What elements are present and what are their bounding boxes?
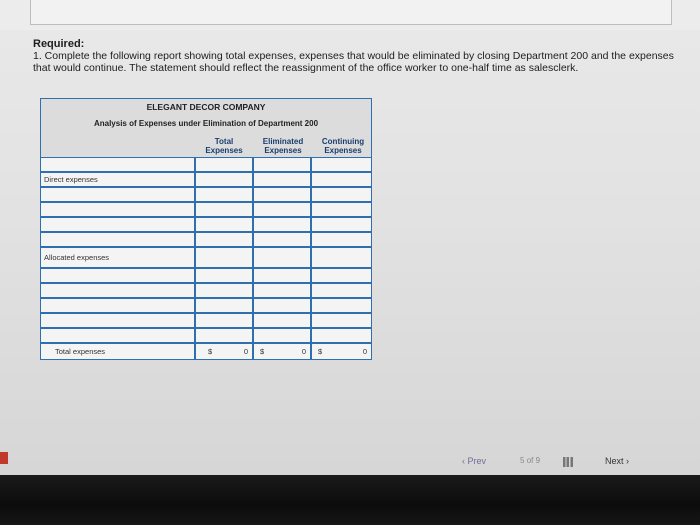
total-cell	[196, 248, 252, 267]
page-of: of	[526, 456, 534, 465]
eliminated-value: 0	[301, 347, 306, 356]
expense-report-table	[40, 98, 372, 360]
total-input[interactable]	[196, 188, 252, 201]
total-input[interactable]	[196, 203, 252, 216]
company-name: ELEGANT DECOR COMPANY	[146, 102, 266, 112]
currency-sign: $	[318, 347, 323, 356]
table-row	[41, 188, 371, 202]
total-input[interactable]	[196, 158, 252, 171]
table-row	[41, 314, 371, 328]
table-row	[41, 173, 371, 187]
total-input[interactable]	[196, 299, 252, 312]
eliminated-value-cell	[254, 344, 310, 359]
continuing-input[interactable]	[312, 218, 371, 231]
previous-question-box	[30, 0, 672, 25]
col-continuing-header: Continuing Expenses	[321, 137, 365, 155]
table-row	[41, 158, 371, 172]
continuing-input[interactable]	[312, 299, 371, 312]
total-input[interactable]	[196, 269, 252, 282]
label-input[interactable]	[41, 314, 194, 327]
continuing-input[interactable]	[312, 158, 371, 171]
continuing-cell	[312, 248, 371, 267]
eliminated-cell	[254, 173, 310, 186]
table-row	[41, 233, 371, 247]
currency-sign: $	[260, 347, 265, 356]
total-input[interactable]	[196, 218, 252, 231]
continuing-value-cell	[312, 344, 371, 359]
table-row	[41, 284, 371, 298]
page-total: 9	[535, 456, 541, 465]
grid-icon[interactable]	[563, 457, 573, 467]
total-label-cell	[41, 344, 194, 359]
continuing-input[interactable]	[312, 314, 371, 327]
continuing-cell	[312, 173, 371, 186]
required-text: 1. Complete the following report showing total expenses, expenses that would be eliminated by closing Department 200 and the expenses that would continue. The statement should reflect the reassignment of the office worker to one-half time as salesclerk.	[33, 50, 674, 74]
total-input[interactable]	[196, 314, 252, 327]
next-button[interactable]	[605, 456, 629, 466]
col-eliminated-header: Eliminated Expenses	[262, 137, 304, 155]
table-row	[41, 218, 371, 232]
label-input[interactable]	[41, 158, 194, 171]
total-expenses-label: Total expenses	[55, 347, 106, 356]
chevron-left-icon: ‹	[462, 456, 468, 466]
eliminated-input[interactable]	[254, 218, 310, 231]
eliminated-input[interactable]	[254, 188, 310, 201]
page-indicator	[520, 456, 540, 465]
table-row	[41, 248, 371, 268]
total-value: 0	[243, 347, 248, 356]
eliminated-input[interactable]	[254, 284, 310, 297]
direct-expenses-cell	[41, 173, 194, 186]
report-header	[41, 99, 371, 157]
table-row	[41, 203, 371, 217]
eliminated-input[interactable]	[254, 329, 310, 342]
eliminated-input[interactable]	[254, 203, 310, 216]
continuing-input[interactable]	[312, 269, 371, 282]
continuing-input[interactable]	[312, 188, 371, 201]
continuing-input[interactable]	[312, 284, 371, 297]
instructions	[33, 38, 683, 74]
label-input[interactable]	[41, 188, 194, 201]
eliminated-input[interactable]	[254, 158, 310, 171]
total-value-cell	[196, 344, 252, 359]
eliminated-cell	[254, 248, 310, 267]
eliminated-input[interactable]	[254, 233, 310, 246]
table-row	[41, 299, 371, 313]
page-current: 5	[520, 456, 525, 465]
eliminated-input[interactable]	[254, 314, 310, 327]
continuing-value: 0	[362, 347, 367, 356]
label-input[interactable]	[41, 203, 194, 216]
total-row	[41, 344, 371, 360]
total-cell	[196, 173, 252, 186]
col-total-header: Total Expenses	[205, 137, 243, 155]
top-frame	[0, 0, 700, 30]
label-input[interactable]	[41, 218, 194, 231]
table-row	[41, 269, 371, 283]
prev-label: Prev	[467, 456, 487, 466]
label-input[interactable]	[41, 329, 194, 342]
allocated-expenses-label: Allocated expenses	[44, 253, 110, 262]
continuing-input[interactable]	[312, 329, 371, 342]
monitor-bezel	[0, 475, 700, 525]
next-label: Next	[605, 456, 624, 466]
side-marker	[0, 452, 8, 464]
required-heading: Required:	[33, 38, 85, 50]
report-title: Analysis of Expenses under Elimination of Department 200	[93, 119, 319, 128]
eliminated-input[interactable]	[254, 299, 310, 312]
continuing-input[interactable]	[312, 203, 371, 216]
continuing-input[interactable]	[312, 233, 371, 246]
label-input[interactable]	[41, 284, 194, 297]
eliminated-input[interactable]	[254, 269, 310, 282]
label-input[interactable]	[41, 299, 194, 312]
total-input[interactable]	[196, 284, 252, 297]
currency-sign: $	[208, 347, 213, 356]
label-input[interactable]	[41, 233, 194, 246]
allocated-expenses-cell	[41, 248, 194, 267]
chevron-right-icon: ›	[623, 456, 630, 466]
prev-button[interactable]	[462, 456, 486, 466]
direct-expenses-label: Direct expenses	[44, 175, 98, 184]
table-row	[41, 329, 371, 343]
total-input[interactable]	[196, 233, 252, 246]
total-input[interactable]	[196, 329, 252, 342]
label-input[interactable]	[41, 269, 194, 282]
